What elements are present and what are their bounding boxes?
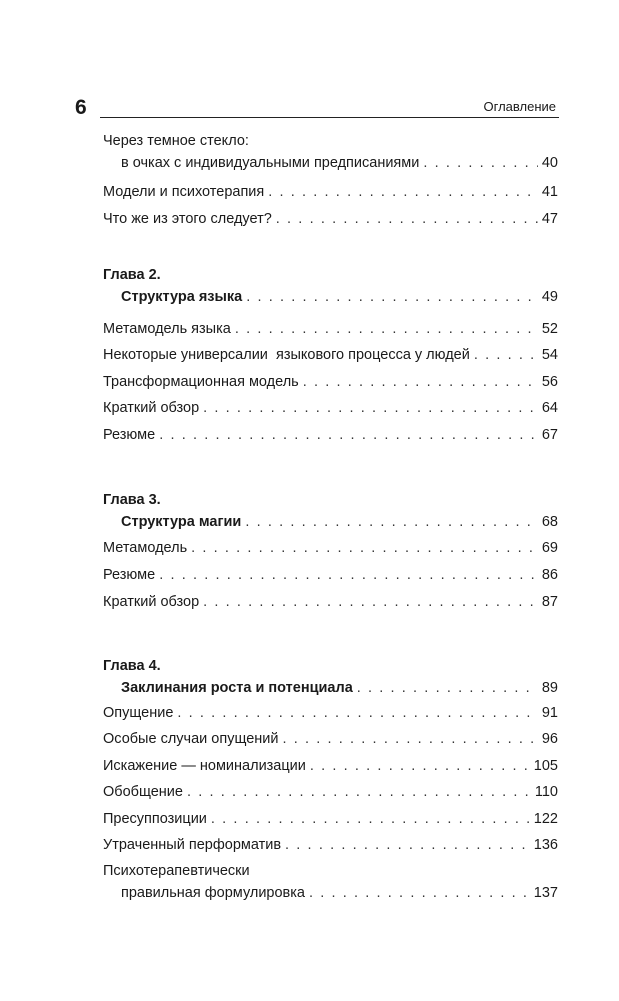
toc-page-number: 122 [533, 811, 558, 827]
toc-entry[interactable] [103, 397, 558, 419]
dot-leader [285, 834, 530, 856]
chapter-label: Глава 2. [103, 267, 161, 283]
toc-entry[interactable] [103, 728, 558, 750]
toc-page-number: 68 [541, 514, 558, 530]
toc-page-number: 52 [541, 321, 558, 337]
toc-entry-line [103, 130, 558, 152]
toc-entry[interactable] [103, 834, 558, 856]
dot-leader [268, 181, 538, 203]
toc-entry[interactable] [103, 318, 558, 340]
toc-entry-title: правильная формулировка [121, 885, 305, 901]
dot-leader [235, 318, 538, 340]
toc-entry[interactable] [103, 860, 558, 904]
toc-entry[interactable] [103, 702, 558, 724]
running-title: Оглавление [483, 99, 556, 114]
toc-page-number: 91 [541, 705, 558, 721]
toc-page-number: 64 [541, 400, 558, 416]
toc-entry[interactable] [103, 424, 558, 446]
toc-entry[interactable] [103, 344, 558, 366]
toc-page-number: 110 [534, 784, 558, 800]
toc-entry[interactable] [103, 208, 558, 230]
dot-leader [187, 781, 531, 803]
dot-leader [423, 152, 538, 174]
toc-entry-title: в очках с индивидуальными предписаниями [121, 155, 420, 171]
toc-entry-title: Обобщение [103, 784, 183, 800]
toc-entry[interactable] [103, 564, 558, 586]
toc-page-number: 41 [541, 184, 558, 200]
toc-entry-title: Опущение [103, 705, 174, 721]
dot-leader [246, 286, 538, 308]
toc-entry[interactable] [103, 808, 558, 830]
toc-entry[interactable] [103, 371, 558, 393]
dot-leader [159, 424, 538, 446]
toc-entry-title: Пресуппозиции [103, 811, 207, 827]
toc-entry[interactable] [103, 537, 558, 559]
toc-page-number: 105 [533, 758, 558, 774]
toc-entry-title: Краткий обзор [103, 594, 200, 610]
dot-leader [474, 344, 538, 366]
dot-leader [276, 208, 538, 230]
toc-page-number: 96 [541, 731, 558, 747]
dot-leader [303, 371, 538, 393]
toc-entry[interactable] [103, 130, 558, 174]
toc-entry-title: Метамодель [103, 540, 188, 556]
toc-page-number: 67 [541, 427, 558, 443]
toc-entry-title: Метамодель языка [103, 321, 231, 337]
toc-entry-title: Искажение — номинализации [103, 758, 306, 774]
toc-entry-title: Модели и психотерапия [103, 184, 265, 200]
toc-entry-line [103, 152, 558, 174]
toc-page-number: 40 [541, 155, 558, 171]
dot-leader [203, 591, 538, 613]
dot-leader [159, 564, 538, 586]
toc-entry[interactable] [103, 591, 558, 613]
chapter-title: Заклинания роста и потенциала [121, 680, 353, 696]
toc-entry-title: Что же из этого следует? [103, 211, 272, 227]
dot-leader [177, 702, 537, 724]
toc-entry-title: Особые случаи опущений [103, 731, 279, 747]
dot-leader [203, 397, 538, 419]
toc-page-number: 47 [541, 211, 558, 227]
toc-entry[interactable] [103, 181, 558, 203]
toc-page-number: 137 [533, 885, 558, 901]
chapter-title: Структура магии [121, 514, 242, 530]
dot-leader [357, 677, 538, 699]
chapter-title: Структура языка [121, 289, 243, 305]
toc-entry-title: Резюме [103, 567, 156, 583]
toc-entry-title: Психотерапевтически [103, 863, 250, 879]
dot-leader [191, 537, 538, 559]
toc-entry-title: Краткий обзор [103, 400, 200, 416]
chapter-heading[interactable] [103, 264, 558, 308]
toc-entry-title: Через темное стекло: [103, 133, 249, 149]
toc-entry-title: Трансформационная модель [103, 374, 299, 390]
chapter-heading[interactable] [103, 655, 558, 699]
toc-page-number: 89 [541, 680, 558, 696]
chapter-label: Глава 4. [103, 658, 161, 674]
toc-page-number: 86 [541, 567, 558, 583]
toc-entry[interactable] [103, 781, 558, 803]
dot-leader [310, 755, 530, 777]
header-rule [100, 117, 559, 118]
chapter-heading[interactable] [103, 489, 558, 533]
page-number: 6 [75, 96, 87, 119]
toc-page-number: 87 [541, 594, 558, 610]
dot-leader [309, 882, 530, 904]
toc-page-number: 49 [541, 289, 558, 305]
toc-page-number: 54 [541, 347, 558, 363]
toc-page-number: 69 [541, 540, 558, 556]
dot-leader [283, 728, 538, 750]
toc-page-number: 56 [541, 374, 558, 390]
toc-entry-title: Резюме [103, 427, 156, 443]
dot-leader [245, 511, 538, 533]
toc-entry-title: Утраченный перформатив [103, 837, 282, 853]
toc-entry[interactable] [103, 755, 558, 777]
toc-entry-title: Некоторые универсалии языкового процесса у людей [103, 347, 470, 363]
chapter-label: Глава 3. [103, 492, 161, 508]
toc-page-number: 136 [533, 837, 558, 853]
dot-leader [211, 808, 530, 830]
